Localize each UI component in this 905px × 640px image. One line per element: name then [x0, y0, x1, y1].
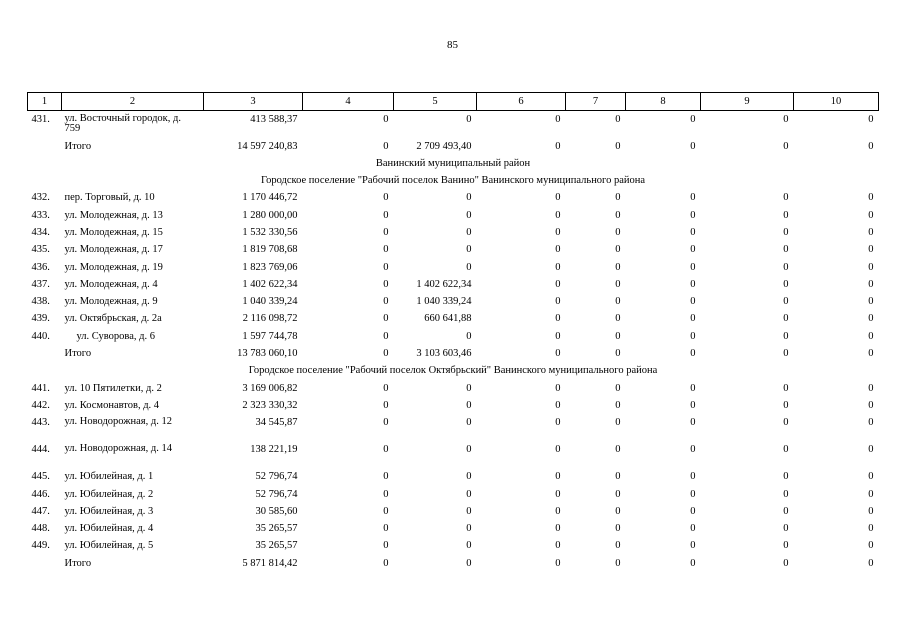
value-cell-col-4: 0	[383, 296, 389, 308]
table-body	[28, 111, 879, 573]
value-cell-col-8: 0	[690, 330, 696, 342]
value-cell-col-8: 0	[690, 471, 696, 483]
value-cell-col-9: 0	[783, 557, 789, 569]
value-cell-col-9: 0	[783, 471, 789, 483]
value-cell-col-6: 0	[555, 244, 561, 256]
value-cell-col-10: 0	[868, 261, 874, 273]
column-header: 1	[28, 93, 62, 111]
table-row	[28, 189, 879, 206]
row-number: 448.	[31, 523, 50, 535]
value-cell-col-4: 0	[383, 540, 389, 552]
section-heading: Городское поселение "Рабочий поселок Ванино" Ванинского муниципального района	[260, 175, 646, 187]
value-cell-col-7: 0	[615, 417, 621, 429]
value-cell-col-9: 0	[783, 540, 789, 552]
value-cell-col-9: 0	[783, 226, 789, 238]
value-cell-col-5: 2 709 493,40	[416, 140, 472, 152]
value-cell-col-4: 0	[383, 114, 389, 125]
value-cell-col-9: 0	[783, 313, 789, 325]
value-cell-col-4: 0	[383, 399, 389, 411]
value-cell-col-7: 0	[615, 313, 621, 325]
table-row	[28, 537, 879, 554]
table-row	[28, 380, 879, 397]
value-cell-col-7: 0	[615, 348, 621, 360]
value-cell-col-7: 0	[615, 226, 621, 238]
value-cell-col-8: 0	[690, 114, 696, 125]
value-cell-col-6: 0	[555, 209, 561, 221]
value-cell-col-8: 0	[690, 540, 696, 552]
address-cell	[62, 310, 204, 327]
value-cell-col-7: 0	[615, 523, 621, 535]
value-cell-col-4: 0	[383, 471, 389, 483]
value-cell-col-10: 0	[868, 226, 874, 238]
value-cell-col-6: 0	[555, 523, 561, 535]
address-text: пер. Торговый, д. 10	[64, 192, 155, 204]
value-cell-col-10: 0	[868, 192, 874, 204]
value-cell-col-3: 1 280 000,00	[242, 209, 298, 221]
value-cell-col-6: 0	[555, 330, 561, 342]
page-number: 85	[447, 39, 458, 51]
row-number: 446.	[31, 488, 50, 500]
address-text: ул. Молодежная, д. 13	[64, 209, 163, 221]
section-heading-row	[28, 362, 879, 379]
value-cell-col-5: 1 040 339,24	[416, 296, 472, 308]
value-cell-col-6: 0	[555, 540, 561, 552]
table-row	[28, 111, 879, 138]
column-header: 10	[794, 93, 879, 111]
section-heading-row	[28, 172, 879, 189]
value-cell-col-3: 413 588,37	[250, 114, 298, 125]
value-cell-col-6: 0	[555, 192, 561, 204]
value-cell-col-7: 0	[615, 192, 621, 204]
column-header: 4	[303, 93, 394, 111]
table-row	[28, 328, 879, 345]
row-number: 435.	[31, 244, 50, 256]
address-cell	[62, 224, 204, 241]
header-row	[28, 93, 879, 111]
table-row	[28, 310, 879, 327]
value-cell-col-9: 0	[783, 348, 789, 360]
value-cell-col-4: 0	[383, 244, 389, 256]
address-cell	[62, 189, 204, 206]
value-cell-col-3: 1 819 708,68	[242, 244, 298, 256]
value-cell-col-4: 0	[383, 313, 389, 325]
value-cell-col-6: 0	[555, 278, 561, 290]
value-cell-col-3: 2 323 330,32	[242, 399, 298, 411]
value-cell-col-4: 0	[383, 226, 389, 238]
row-number: 431.	[31, 114, 50, 125]
value-cell-col-8: 0	[690, 505, 696, 517]
value-cell-col-5: 0	[466, 488, 472, 500]
address-text: ул. Юбилейная, д. 3	[64, 505, 154, 517]
section-heading-row	[28, 155, 879, 172]
value-cell-col-6: 0	[555, 114, 561, 125]
value-cell-col-7: 0	[615, 382, 621, 394]
address-cell	[62, 259, 204, 276]
value-cell-col-10: 0	[868, 278, 874, 290]
address-cell	[62, 537, 204, 554]
value-cell-col-3: 35 265,57	[255, 523, 298, 535]
value-cell-col-9: 0	[783, 330, 789, 342]
value-cell-col-6: 0	[555, 488, 561, 500]
value-cell-col-6: 0	[555, 261, 561, 273]
value-cell-col-9: 0	[783, 382, 789, 394]
address-text: ул. Молодежная, д. 19	[64, 261, 163, 273]
value-cell-col-8: 0	[690, 417, 696, 429]
value-cell-col-10: 0	[868, 348, 874, 360]
value-cell-col-10: 0	[868, 382, 874, 394]
address-text: ул. Октябрьская, д. 2а	[64, 313, 162, 325]
value-cell-col-8: 0	[690, 382, 696, 394]
value-cell-col-10: 0	[868, 488, 874, 500]
value-cell-col-5: 1 402 622,34	[416, 278, 472, 290]
value-cell-col-6: 0	[555, 399, 561, 411]
value-cell-col-9: 0	[783, 296, 789, 308]
row-number: 449.	[31, 540, 50, 552]
value-cell-col-10: 0	[868, 557, 874, 569]
row-number: 445.	[31, 471, 50, 483]
value-cell-col-3: 1 402 622,34	[242, 278, 298, 290]
value-cell-col-7: 0	[615, 244, 621, 256]
row-number: 437.	[31, 278, 50, 290]
address-cell	[62, 555, 204, 572]
address-text: Итого	[64, 348, 92, 360]
value-cell-col-10: 0	[868, 399, 874, 411]
row-number: 444.	[31, 444, 50, 456]
row-number	[28, 138, 62, 155]
value-cell-col-9: 0	[783, 417, 789, 429]
value-cell-col-8: 0	[690, 226, 696, 238]
value-cell-col-7: 0	[615, 488, 621, 500]
value-cell-col-9: 0	[783, 505, 789, 517]
value-cell-col-3: 2 116 098,72	[242, 313, 298, 325]
value-cell-col-5: 0	[466, 444, 472, 456]
row-number: 436.	[31, 261, 50, 273]
value-cell-col-5: 0	[466, 417, 472, 429]
value-cell-col-8: 0	[690, 557, 696, 569]
value-cell-col-5: 0	[466, 471, 472, 483]
value-cell-col-5: 0	[466, 399, 472, 411]
value-cell-col-10: 0	[868, 471, 874, 483]
address-text: ул. Молодежная, д. 4	[64, 278, 158, 290]
value-cell-col-5: 0	[466, 557, 472, 569]
address-text: Итого	[64, 140, 92, 152]
table-row	[28, 468, 879, 485]
table-row	[28, 207, 879, 224]
row-number: 447.	[31, 505, 50, 517]
row-number	[28, 345, 62, 362]
value-cell-col-5: 0	[466, 330, 472, 342]
value-cell-col-9: 0	[783, 244, 789, 256]
value-cell-col-8: 0	[690, 192, 696, 204]
value-cell-col-5: 0	[466, 382, 472, 394]
address-cell	[62, 207, 204, 224]
row-number: 443.	[31, 417, 50, 429]
value-cell-col-6: 0	[555, 140, 561, 152]
column-header: 3	[204, 93, 303, 111]
value-cell-col-3: 52 796,74	[255, 488, 298, 500]
value-cell-col-4: 0	[383, 382, 389, 394]
value-cell-col-6: 0	[555, 313, 561, 325]
value-cell-col-6: 0	[555, 348, 561, 360]
table-row	[28, 276, 879, 293]
address-cell	[62, 520, 204, 537]
address-text: ул. Суворова, д. 6	[76, 330, 155, 342]
value-cell-col-10: 0	[868, 523, 874, 535]
value-cell-col-5: 0	[466, 192, 472, 204]
value-cell-col-7: 0	[615, 261, 621, 273]
table-row	[28, 441, 879, 468]
address-cell	[62, 138, 204, 155]
value-cell-col-10: 0	[868, 244, 874, 256]
value-cell-col-4: 0	[383, 330, 389, 342]
value-cell-col-6: 0	[555, 417, 561, 429]
value-cell-col-3: 14 597 240,83	[237, 140, 298, 152]
value-cell-col-6: 0	[555, 296, 561, 308]
value-cell-col-6: 0	[555, 505, 561, 517]
value-cell-col-4: 0	[383, 417, 389, 429]
value-cell-col-8: 0	[690, 348, 696, 360]
address-cell	[62, 345, 204, 362]
value-cell-col-9: 0	[783, 444, 789, 456]
value-cell-col-7: 0	[615, 399, 621, 411]
value-cell-col-10: 0	[868, 444, 874, 456]
value-cell-col-7: 0	[615, 540, 621, 552]
value-cell-col-10: 0	[868, 505, 874, 517]
address-cell	[62, 397, 204, 414]
total-row	[28, 138, 879, 155]
value-cell-col-5: 3 103 603,46	[416, 348, 472, 360]
value-cell-col-6: 0	[555, 226, 561, 238]
value-cell-col-5: 0	[466, 540, 472, 552]
row-number: 434.	[31, 226, 50, 238]
value-cell-col-9: 0	[783, 488, 789, 500]
value-cell-col-5: 0	[466, 261, 472, 273]
value-cell-col-8: 0	[690, 444, 696, 456]
value-cell-col-3: 138 221,19	[250, 444, 298, 456]
value-cell-col-10: 0	[868, 209, 874, 221]
value-cell-col-7: 0	[615, 278, 621, 290]
address-text: ул. Космонавтов, д. 4	[64, 399, 160, 411]
value-cell-col-7: 0	[615, 140, 621, 152]
address-cell	[62, 276, 204, 293]
value-cell-col-4: 0	[383, 505, 389, 517]
value-cell-col-10: 0	[868, 140, 874, 152]
value-cell-col-3: 1 170 446,72	[242, 192, 298, 204]
value-cell-col-4: 0	[383, 523, 389, 535]
address-text: ул. Восточный городок, д. 759	[64, 113, 181, 134]
value-cell-col-8: 0	[690, 296, 696, 308]
address-text: ул. Молодежная, д. 17	[64, 244, 163, 256]
address-text: ул. Молодежная, д. 15	[64, 226, 163, 238]
column-header: 5	[394, 93, 477, 111]
value-cell-col-8: 0	[690, 399, 696, 411]
value-cell-col-5: 0	[466, 244, 472, 256]
value-cell-col-9: 0	[783, 261, 789, 273]
value-cell-col-10: 0	[868, 417, 874, 429]
value-cell-col-3: 5 871 814,42	[242, 557, 298, 569]
value-cell-col-3: 30 585,60	[255, 505, 298, 517]
table-row	[28, 520, 879, 537]
value-cell-col-3: 3 169 006,82	[242, 382, 298, 394]
value-cell-col-8: 0	[690, 488, 696, 500]
table-row	[28, 486, 879, 503]
value-cell-col-4: 0	[383, 488, 389, 500]
value-cell-col-10: 0	[868, 296, 874, 308]
value-cell-col-8: 0	[690, 140, 696, 152]
value-cell-col-4: 0	[383, 261, 389, 273]
value-cell-col-10: 0	[868, 114, 874, 125]
value-cell-col-5: 0	[466, 505, 472, 517]
table-row	[28, 224, 879, 241]
value-cell-col-8: 0	[690, 278, 696, 290]
table-row	[28, 397, 879, 414]
value-cell-col-5: 660 641,88	[424, 313, 472, 325]
value-cell-col-9: 0	[783, 140, 789, 152]
value-cell-col-3: 1 040 339,24	[242, 296, 298, 308]
address-text: ул. Юбилейная, д. 1	[64, 471, 154, 483]
value-cell-col-10: 0	[868, 330, 874, 342]
address-cell	[62, 241, 204, 258]
value-cell-col-3: 1 532 330,56	[242, 226, 298, 238]
column-header: 8	[626, 93, 701, 111]
budget-table	[27, 92, 879, 572]
value-cell-col-7: 0	[615, 296, 621, 308]
value-cell-col-7: 0	[615, 114, 621, 125]
address-text: ул. 10 Пятилетки, д. 2	[64, 382, 162, 394]
address-text: ул. Юбилейная, д. 4	[64, 523, 154, 535]
value-cell-col-3: 1 597 744,78	[242, 330, 298, 342]
value-cell-col-3: 1 823 769,06	[242, 261, 298, 273]
table-row	[28, 293, 879, 310]
row-number	[28, 555, 62, 572]
value-cell-col-9: 0	[783, 399, 789, 411]
value-cell-col-4: 0	[383, 444, 389, 456]
value-cell-col-3: 34 545,87	[255, 417, 298, 429]
address-cell	[62, 380, 204, 397]
value-cell-col-7: 0	[615, 505, 621, 517]
value-cell-col-5: 0	[466, 114, 472, 125]
address-cell	[62, 468, 204, 485]
address-cell	[62, 293, 204, 310]
table-row	[28, 259, 879, 276]
value-cell-col-4: 0	[383, 192, 389, 204]
column-header: 9	[701, 93, 794, 111]
row-number: 433.	[31, 209, 50, 221]
row-number: 438.	[31, 296, 50, 308]
value-cell-col-9: 0	[783, 192, 789, 204]
address-text: ул. Юбилейная, д. 2	[64, 488, 154, 500]
value-cell-col-8: 0	[690, 244, 696, 256]
section-heading: Ванинский муниципальный район	[375, 157, 531, 169]
value-cell-col-10: 0	[868, 313, 874, 325]
value-cell-col-3: 13 783 060,10	[237, 348, 298, 360]
table-row	[28, 241, 879, 258]
value-cell-col-5: 0	[466, 523, 472, 535]
address-cell	[62, 328, 204, 345]
total-row	[28, 345, 879, 362]
column-header: 7	[566, 93, 626, 111]
address-text: ул. Новодорожная, д. 14	[64, 443, 172, 455]
address-text: Итого	[64, 557, 92, 569]
value-cell-col-7: 0	[615, 444, 621, 456]
value-cell-col-9: 0	[783, 278, 789, 290]
total-row	[28, 555, 879, 572]
table-row	[28, 503, 879, 520]
value-cell-col-8: 0	[690, 209, 696, 221]
value-cell-col-8: 0	[690, 313, 696, 325]
row-number: 440.	[31, 330, 50, 342]
value-cell-col-6: 0	[555, 382, 561, 394]
value-cell-col-10: 0	[868, 540, 874, 552]
table-row	[28, 414, 879, 441]
address-cell	[62, 414, 204, 441]
row-number: 439.	[31, 313, 50, 325]
value-cell-col-6: 0	[555, 444, 561, 456]
value-cell-col-5: 0	[466, 209, 472, 221]
value-cell-col-7: 0	[615, 471, 621, 483]
value-cell-col-8: 0	[690, 261, 696, 273]
section-heading: Городское поселение "Рабочий поселок Октябрьский" Ванинского муниципального района	[248, 365, 658, 377]
column-header: 2	[62, 93, 204, 111]
value-cell-col-7: 0	[615, 557, 621, 569]
value-cell-col-9: 0	[783, 209, 789, 221]
row-number: 441.	[31, 382, 50, 394]
value-cell-col-5: 0	[466, 226, 472, 238]
value-cell-col-7: 0	[615, 330, 621, 342]
value-cell-col-3: 35 265,57	[255, 540, 298, 552]
row-number: 442.	[31, 399, 50, 411]
address-cell	[62, 486, 204, 503]
value-cell-col-4: 0	[383, 348, 389, 360]
address-text: ул. Новодорожная, д. 12	[64, 416, 172, 428]
value-cell-col-4: 0	[383, 140, 389, 152]
row-number: 432.	[31, 192, 50, 204]
value-cell-col-3: 52 796,74	[255, 471, 298, 483]
value-cell-col-4: 0	[383, 557, 389, 569]
value-cell-col-9: 0	[783, 523, 789, 535]
value-cell-col-9: 0	[783, 114, 789, 125]
address-text: ул. Юбилейная, д. 5	[64, 540, 154, 552]
column-header: 6	[477, 93, 566, 111]
value-cell-col-6: 0	[555, 557, 561, 569]
value-cell-col-4: 0	[383, 278, 389, 290]
address-text: ул. Молодежная, д. 9	[64, 296, 158, 308]
value-cell-col-6: 0	[555, 471, 561, 483]
address-cell	[62, 111, 204, 138]
value-cell-col-4: 0	[383, 209, 389, 221]
address-cell	[62, 441, 204, 468]
value-cell-col-8: 0	[690, 523, 696, 535]
value-cell-col-7: 0	[615, 209, 621, 221]
address-cell	[62, 503, 204, 520]
